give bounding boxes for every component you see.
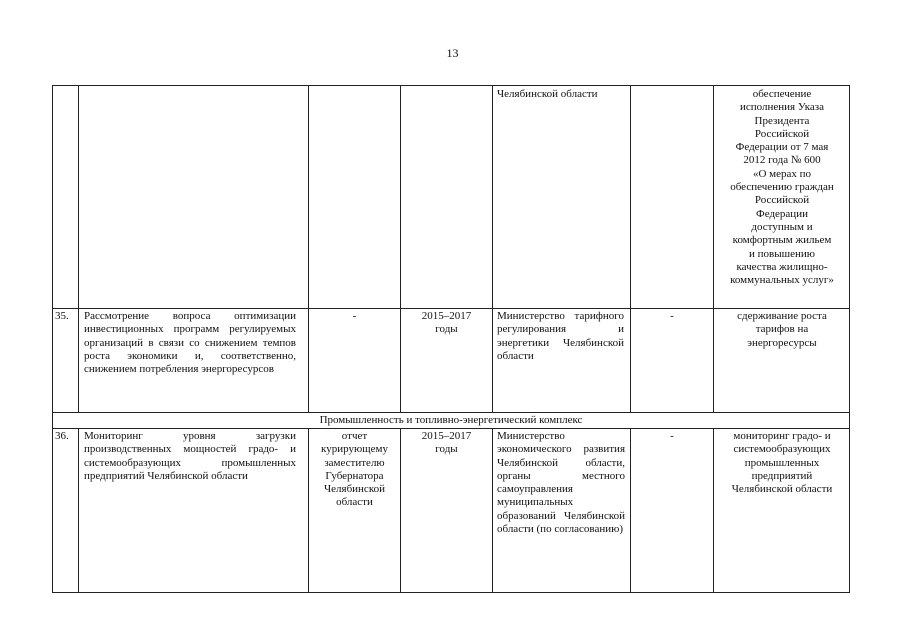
row-36-executor: Министерство экономического развития Челябинской области, органы местного самоуправления муниципальных образований Челябинской области (по согласованию) [497, 430, 625, 536]
page-number: 13 [446, 46, 459, 60]
row-36-result: мониторинг градо- и системообразующих промышленных предприятий Челябинской области [731, 430, 833, 496]
row-36-form: отчет курирующему заместителю Губернатора Челябинской области [321, 430, 388, 509]
row-36-period: 2015–2017 годы [421, 430, 472, 456]
row-35-executor: Министерство тарифного регулирования и энергетики Челябинской области [497, 310, 624, 362]
row-36-funding: - [670, 430, 674, 442]
row-36-activity: Мониторинг уровня загрузки производственных мощностей градо- и системообразующих промышленных предприятий Челябинской области [84, 430, 296, 482]
row-35-period: 2015–2017 годы [421, 310, 472, 336]
row-35-form: - [352, 310, 357, 322]
row-continued-executor: Челябинской области [497, 88, 598, 100]
row-35-activity: Рассмотрение вопроса оптимизации инвестиционных программ регулируемых организаций в связи со снижением темпов роста экономики и, соответственно, снижением потребления энергоресурсов [84, 310, 296, 376]
row-35-number: 35. [55, 310, 69, 322]
row-continued-result: обеспечение исполнения Указа Президента Российской Федерации от 7 мая 2012 года № 600 «О мерах по обеспечению граждан Российской Федерации доступным и комфортным жильем и повышению качества жилищно- коммунальных услуг» [730, 88, 834, 287]
row-35-result: сдерживание роста тарифов на энергоресурсы [737, 310, 827, 349]
row-36-number: 36. [55, 430, 69, 442]
section-title: Промышленность и топливно-энергетический комплекс [319, 414, 583, 426]
row-35-funding: - [670, 310, 674, 322]
